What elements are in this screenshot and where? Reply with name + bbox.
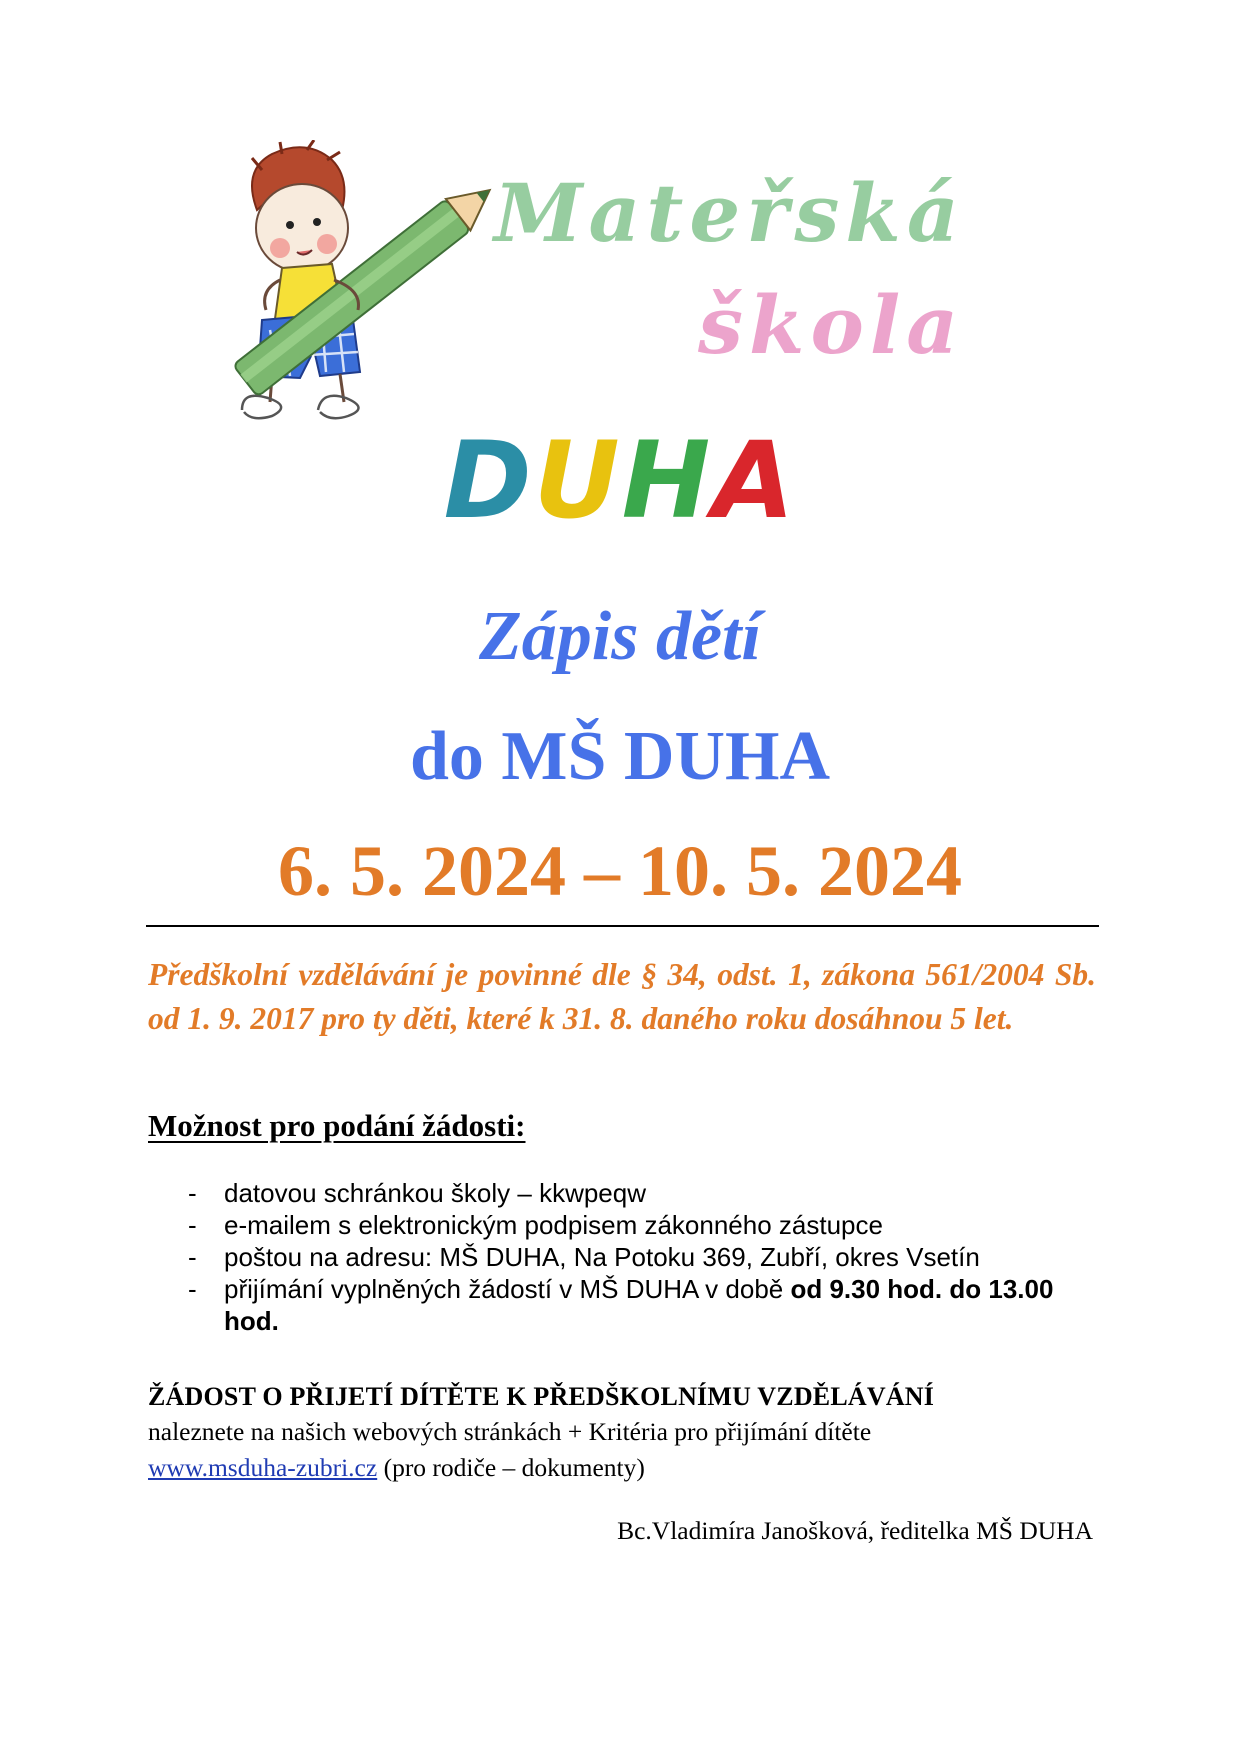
duha-letter-u: U bbox=[533, 419, 622, 542]
website-link[interactable]: www.msduha-zubri.cz bbox=[148, 1453, 378, 1482]
application-text bbox=[148, 1414, 871, 1486]
duha-brand-title bbox=[0, 419, 1240, 542]
dash-bullet: - bbox=[188, 1210, 197, 1240]
list-item-text: poštou na adresu: MŠ DUHA, Na Potoku 369, Zubří, okres Vsetín bbox=[224, 1242, 980, 1272]
horizontal-divider bbox=[146, 925, 1099, 927]
dash-bullet: - bbox=[188, 1242, 197, 1272]
child-with-pencil-illustration bbox=[222, 140, 522, 425]
dash-bullet: - bbox=[188, 1274, 197, 1304]
duha-letter-h: H bbox=[621, 419, 713, 542]
school-logo bbox=[222, 140, 1032, 430]
list-item-text: přijímání vyplněných žádostí v MŠ DUHA v době bbox=[224, 1274, 791, 1304]
list-item-text: e-mailem s elektronickým podpisem zákonného zástupce bbox=[224, 1210, 883, 1240]
logo-text-skola: škola bbox=[698, 278, 965, 372]
logo-text-materska: Mateřská bbox=[494, 166, 965, 260]
enrollment-date-range: 6. 5. 2024 – 10. 5. 2024 bbox=[278, 831, 962, 911]
page-title: Zápis dětí bbox=[479, 598, 761, 675]
list-item bbox=[180, 1177, 1105, 1209]
application-line: naleznete na našich webových stránkách + Kritéria pro přijímání dítěte bbox=[148, 1417, 872, 1446]
list-item bbox=[180, 1241, 1105, 1273]
director-signature: Bc.Vladimíra Janošková, ředitelka MŠ DUHA bbox=[617, 1516, 1093, 1545]
intro-paragraph: Předškolní vzdělávání je povinné dle § 34, odst. 1, zákona 561/2004 Sb. od 1. 9. 2017 pro ty děti, které k 31. 8. daného roku dosáhnou 5 let. bbox=[148, 957, 1096, 1036]
list-item bbox=[180, 1209, 1105, 1241]
options-list bbox=[180, 1177, 1105, 1337]
page-subtitle: do MŠ DUHA bbox=[409, 718, 831, 795]
link-suffix: (pro rodiče – dokumenty) bbox=[377, 1453, 645, 1482]
list-item-text: datovou schránkou školy – kkwpeqw bbox=[224, 1178, 647, 1208]
options-heading: Možnost pro podání žádosti: bbox=[148, 1108, 526, 1143]
office-hours: od 9.30 hod. do 13.00 hod. bbox=[224, 1274, 1054, 1336]
duha-letter-a: A bbox=[712, 419, 797, 542]
list-item bbox=[180, 1273, 1105, 1337]
application-heading: ŽÁDOST O PŘIJETÍ DÍTĚTE K PŘEDŠKOLNÍMU VZDĚLÁVÁNÍ bbox=[148, 1382, 935, 1411]
duha-letter-d: D bbox=[443, 419, 534, 542]
dash-bullet: - bbox=[188, 1178, 197, 1208]
